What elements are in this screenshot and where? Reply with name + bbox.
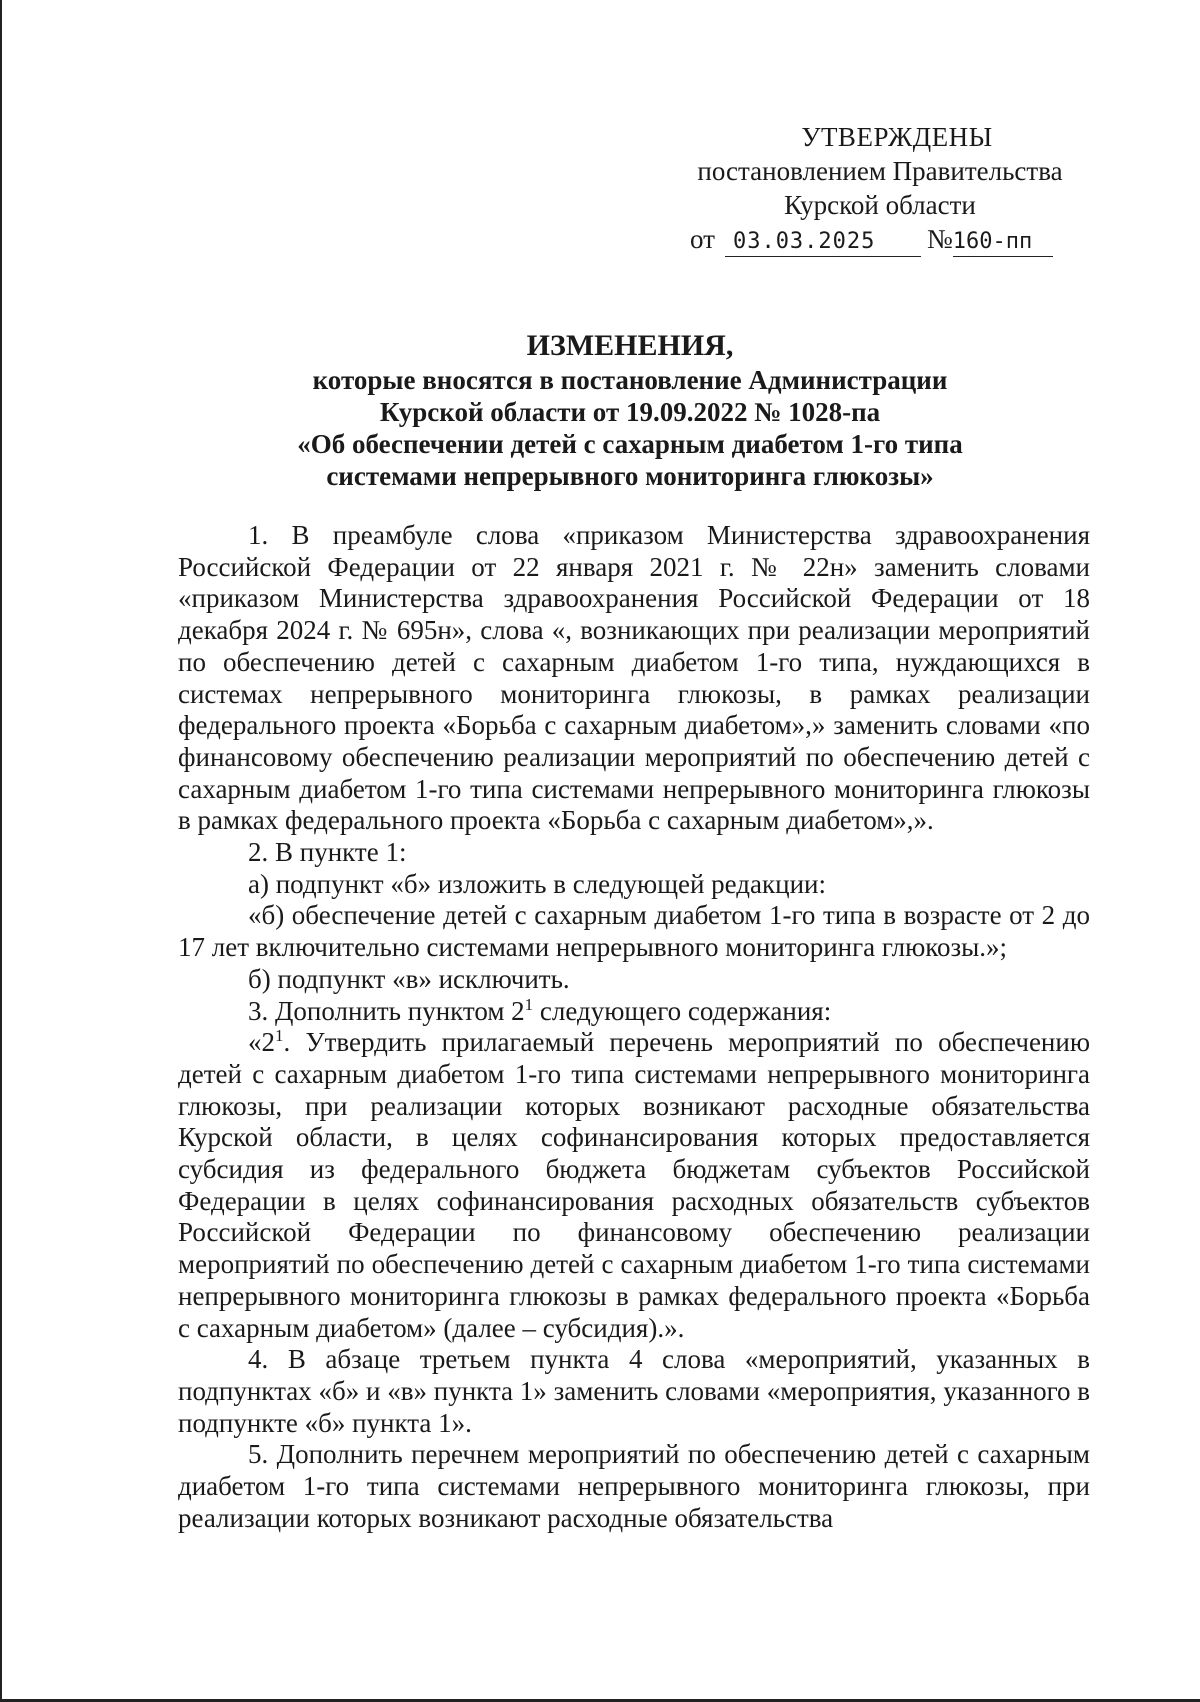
approval-date-line <box>690 222 1080 257</box>
paragraph-2: 2. В пункте 1: <box>248 837 407 868</box>
heading-title: ИЗМЕНЕНИЯ, <box>526 329 734 362</box>
approval-number-sign: № <box>926 224 953 254</box>
heading-line-2: Курской области от 19.09.2022 № 1028-па <box>379 397 881 427</box>
paragraph-3: а) подпункт «б» изложить в следующей редакции: <box>248 868 826 899</box>
paragraph-6-text-b: следующего содержания: <box>533 995 832 1026</box>
heading-line-1: которые вносятся в постановление Администрации <box>312 365 948 395</box>
paragraph-9: 5. Дополнить перечнем мероприятий по обеспечению детей с сахарным диабетом 1-го типа системами непрерывного мониторинга глюкозы, при реализации которых возникают расходные обязательства <box>178 1439 1090 1533</box>
paragraph-7-text-b: . Утвердить прилагаемый перечень мероприятий по обеспечению детей с сахарным диабетом 1-го типа системами непрерывного мониторинга глюкозы, при реализации которых возникают расходные обязательства Курской области, в целях софинансирования которых предоставляется субсидия из федерального бюджета бюджетам субъектов Российской Федерации в целях софинансирования расходных обязательств субъектов Российской Федерации по финансовому обеспечению реализации мероприятий по обеспечению детей с сахарным диабетом 1-го типа системами непрерывного мониторинга глюкозы в рамках федерального проекта «Борьба с сахарным диабетом» (далее – субсидия).». <box>178 1027 1090 1343</box>
paragraph-7-text-a: «2 <box>248 1027 275 1058</box>
scan-edge-left <box>0 0 2 1702</box>
paragraph-5: б) подпункт «в» исключить. <box>248 963 570 994</box>
paragraph-6 <box>178 996 1090 1028</box>
heading-line-4: системами непрерывного мониторинга глюкозы» <box>326 461 934 491</box>
approval-title: УТВЕРЖДЕНЫ <box>801 122 993 152</box>
paragraph-7 <box>178 1027 1090 1344</box>
approval-date: 03.03.2025 <box>725 228 921 257</box>
approval-line-2: Курской области <box>784 190 976 220</box>
paragraph-6-text-a: 3. Дополнить пунктом 2 <box>248 995 525 1026</box>
paragraph-6-superscript: 1 <box>524 994 534 1014</box>
approval-block <box>680 120 1080 257</box>
paragraph-8: 4. В абзаце третьем пункта 4 слова «мероприятий, указанных в подпунктах «б» и «в» пункта 1» заменить словами «мероприятия, указанного в подпункте «б» пункта 1». <box>178 1344 1090 1438</box>
approval-number: 160-пп <box>953 228 1053 257</box>
paragraph-1: 1. В преамбуле слова «приказом Министерства здравоохранения Российской Федерации от 22 января 2021 г. № 22н» заменить словами «приказом Министерства здравоохранения Российской Федерации от 18 декабря 2024 г. № 695н», слова «, возникающих при реализации мероприятий по обеспечению детей с сахарным диабетом 1-го типа, нуждающихся в системах непрерывного мониторинга глюкозы, в рамках реализации федерального проекта «Борьба с сахарным диабетом»,» заменить словами «по финансовому обеспечению реализации мероприятий по обеспечению детей с сахарным диабетом 1-го типа системами непрерывного мониторинга глюкозы в рамках федерального проекта «Борьба с сахарным диабетом»,». <box>178 520 1090 836</box>
paragraph-7-superscript: 1 <box>275 1026 284 1046</box>
heading-line-3: «Об обеспечении детей с сахарным диабетом 1-го типа <box>297 429 963 459</box>
approval-line-1: постановлением Правительства <box>697 156 1063 186</box>
approval-from-label: от <box>690 224 715 254</box>
paragraph-4: «б) обеспечение детей с сахарным диабетом 1-го типа в возрасте от 2 до 17 лет включительно системами непрерывного мониторинга глюкозы.»; <box>178 900 1090 963</box>
document-heading <box>180 330 1080 492</box>
document-body <box>178 520 1090 1535</box>
